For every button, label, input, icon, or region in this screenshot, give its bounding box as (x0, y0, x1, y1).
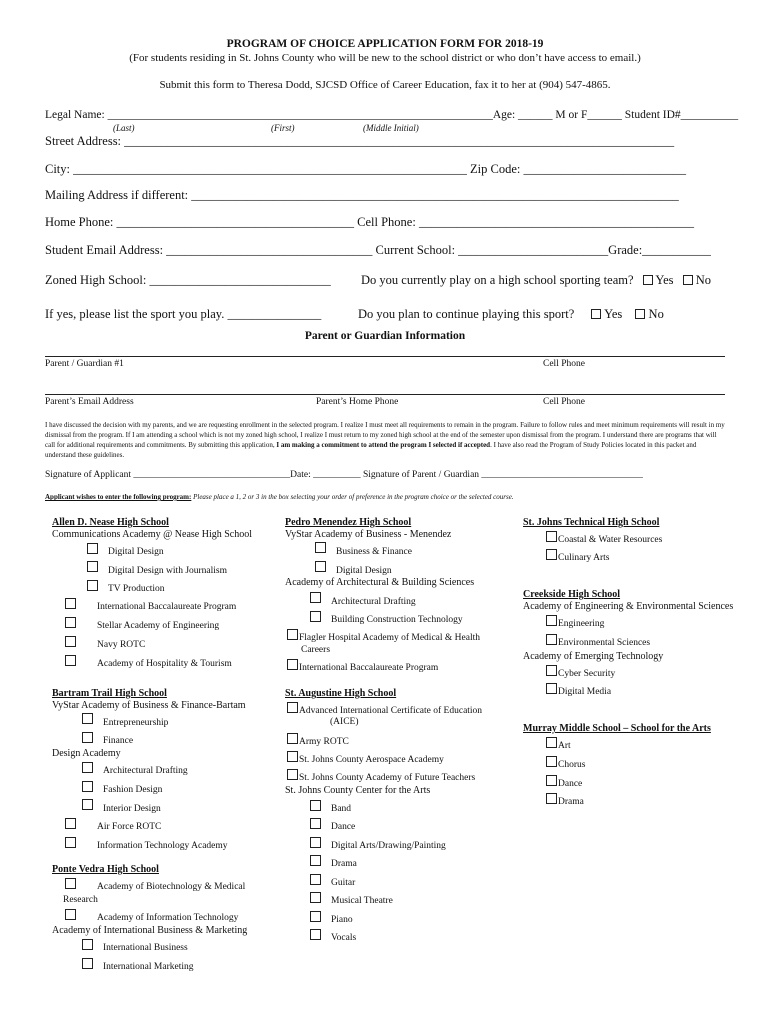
yes-label: Yes (655, 273, 674, 287)
aibm-academy: Academy of International Business & Marketing (52, 925, 248, 936)
interior-checkbox[interactable] (82, 799, 93, 810)
dap-checkbox[interactable] (310, 837, 321, 848)
school-murray: Murray Middle School – School for the Arts (523, 723, 711, 734)
tv-production-label: TV Production (108, 584, 165, 594)
infotech-checkbox[interactable] (65, 837, 76, 848)
dap-label: Digital Arts/Drawing/Painting (331, 841, 446, 851)
hospitality-label: Academy of Hospitality & Tourism (97, 659, 232, 669)
interior-label: Interior Design (103, 804, 161, 814)
dd-journalism-label: Digital Design with Journalism (108, 566, 228, 576)
tv-production-checkbox[interactable] (87, 580, 98, 591)
parent1-label: Parent / Guardian #1 (45, 359, 124, 369)
art-label: Art (558, 741, 571, 751)
digital-design-label: Digital Design (108, 547, 164, 557)
mailing-address-line[interactable]: Mailing Address if different: ______________________________________________________________________________ (45, 188, 679, 202)
airforce-label: Air Force ROTC (97, 822, 162, 832)
entrepreneurship-label: Entrepreneurship (103, 718, 169, 728)
aabs-academy: Academy of Architectural & Building Sciences (285, 577, 475, 588)
digital-design-2-checkbox[interactable] (315, 561, 326, 572)
coastal-checkbox[interactable] (546, 531, 557, 542)
parent-home-label: Parent’s Home Phone (316, 397, 399, 407)
digital-design-checkbox[interactable] (87, 543, 98, 554)
sport-list-line[interactable]: If yes, please list the sport you play. _______________ (45, 307, 322, 321)
digital-media-checkbox[interactable] (546, 683, 557, 694)
guitar-label: Guitar (331, 878, 356, 888)
city-zip-line[interactable]: City: _______________________________________________________________ Zip Code: __________________________ (45, 162, 686, 176)
band-checkbox[interactable] (310, 800, 321, 811)
stellar-label: Stellar Academy of Engineering (97, 621, 220, 631)
instruction-bold: Applicant wishes to enter the following program: (45, 493, 192, 501)
phone-line[interactable]: Home Phone: ______________________________________ Cell Phone: ____________________________________________ (45, 215, 694, 229)
intl-marketing-label: International Marketing (103, 962, 194, 972)
aet-academy: Academy of Emerging Technology (523, 651, 664, 662)
sport-no-checkbox[interactable] (683, 275, 693, 285)
zoned-school-line[interactable]: Zoned High School: _____________________________ (45, 273, 331, 287)
drama-3-label: Drama (558, 797, 584, 807)
coastal-label: Coastal & Water Resources (558, 535, 663, 545)
ib-2-checkbox[interactable] (287, 659, 298, 670)
digital-media-label: Digital Media (558, 687, 612, 697)
musical-checkbox[interactable] (310, 892, 321, 903)
arch-drafting-label: Architectural Drafting (103, 766, 188, 776)
fashion-checkbox[interactable] (82, 781, 93, 792)
parent1-line[interactable] (45, 356, 725, 357)
school-stjtech: St. Johns Technical High School (523, 517, 660, 528)
biotech-checkbox[interactable] (65, 878, 76, 889)
menendez-academy: VyStar Academy of Business - Menendez (285, 529, 452, 540)
cell1-label: Cell Phone (543, 359, 585, 369)
school-staugustine: St. Augustine High School (285, 688, 397, 699)
no-label: No (648, 307, 664, 321)
arch-2-checkbox[interactable] (310, 592, 321, 603)
intl-business-checkbox[interactable] (82, 939, 93, 950)
continue-no-checkbox[interactable] (635, 309, 645, 319)
flagler-label: Flagler Hospital Academy of Medical & Health (299, 633, 480, 643)
middle-label: (Middle Initial) (363, 123, 419, 133)
bartram-academy: VyStar Academy of Business & Finance-Bartam (52, 700, 246, 711)
sport-question-text: Do you currently play on a high school sporting team? (361, 273, 634, 287)
aice-label: Advanced International Certificate of Education (299, 706, 483, 716)
arch-2-label: Architectural Drafting (331, 597, 416, 607)
piano-checkbox[interactable] (310, 911, 321, 922)
dance-3-label: Dance (558, 779, 583, 789)
school-menendez: Pedro Menendez High School (285, 517, 412, 528)
navy-rotc-checkbox[interactable] (65, 636, 76, 647)
aice-checkbox[interactable] (287, 702, 298, 713)
bus-fin-label: Business & Finance (336, 547, 412, 557)
piano-label: Piano (331, 915, 353, 925)
ib-2-label: International Baccalaureate Program (299, 663, 439, 673)
art-checkbox[interactable] (546, 737, 557, 748)
signature-line[interactable]: Signature of Applicant _________________________________Date: __________ Signature of Parent / Guardian __________________________________ (45, 470, 643, 480)
band-label: Band (331, 804, 352, 814)
legal-name-line[interactable]: Legal Name: ___________________________________________________________________Age: ______ M or F______ Student ID#__________ (45, 109, 739, 121)
engineering-label: Engineering (558, 619, 605, 629)
agreement-body: I have discussed the decision with my parents, and we are requesting enrollment in the selected program. I realize I must meet all requirements to remain in the program. Failure to follow rules and meet minimum requirements will result in my dismissal from the program. If I am attending a school which is not my zoned high school, I realize I must return to my zoned high school at the end of the semester upon dismissal from the program. I understand there are programs that will call for additional requirements and commitments. By submitting this application, (45, 421, 725, 449)
last-label: (Last) (113, 123, 135, 133)
aice-abbr: (AICE) (330, 717, 359, 727)
engineering-checkbox[interactable] (546, 615, 557, 626)
army-rotc-checkbox[interactable] (287, 733, 298, 744)
agreement-text (45, 420, 727, 460)
chorus-checkbox[interactable] (546, 756, 557, 767)
env-sci-checkbox[interactable] (546, 634, 557, 645)
culinary-label: Culinary Arts (558, 553, 610, 563)
finance-checkbox[interactable] (82, 732, 93, 743)
env-sci-label: Environmental Sciences (558, 638, 651, 648)
entrepreneurship-checkbox[interactable] (82, 713, 93, 724)
bus-fin-checkbox[interactable] (315, 542, 326, 553)
cyber-label: Cyber Security (558, 669, 616, 679)
school-creekside: Creekside High School (523, 589, 621, 600)
continue-question-text: Do you plan to continue playing this sport? (358, 307, 575, 321)
nease-academy: Communications Academy @ Nease High School (52, 529, 253, 540)
school-bartram: Bartram Trail High School (52, 688, 167, 699)
form-title: PROGRAM OF CHOICE APPLICATION FORM FOR 2018-19 (226, 38, 544, 50)
stellar-checkbox[interactable] (65, 617, 76, 628)
bct-label: Building Construction Technology (331, 615, 463, 625)
drama-checkbox[interactable] (310, 855, 321, 866)
parent-email-label: Parent’s Email Address (45, 397, 134, 407)
teachers-label: St. Johns County Academy of Future Teachers (299, 773, 476, 783)
school-ponte-vedra: Ponte Vedra High School (52, 864, 159, 875)
ib-label: International Baccalaureate Program (97, 602, 237, 612)
culinary-checkbox[interactable] (546, 549, 557, 560)
arch-drafting-checkbox[interactable] (82, 762, 93, 773)
finance-label: Finance (103, 736, 134, 746)
agreement-commitment: I am making a commitment to attend the program I selected if accepted (276, 441, 491, 449)
design-academy: Design Academy (52, 748, 121, 759)
army-rotc-label: Army ROTC (299, 737, 349, 747)
street-address-line[interactable]: Street Address: ________________________________________________________________________________________ (45, 134, 675, 148)
parent-email-line[interactable] (45, 394, 725, 395)
teachers-checkbox[interactable] (287, 769, 298, 780)
form-subtitle: (For students residing in St. Johns County who will be new to the school district or who don’t have access to email.) (129, 52, 641, 64)
careers-label: Careers (301, 645, 331, 655)
fashion-label: Fashion Design (103, 785, 163, 795)
school-nease: Allen D. Nease High School (52, 517, 169, 528)
biotech-label: Academy of Biotechnology & Medical (97, 882, 246, 892)
yes-label: Yes (604, 307, 623, 321)
digital-design-2-label: Digital Design (336, 566, 392, 576)
dance-checkbox[interactable] (310, 818, 321, 829)
arts-center: St. Johns County Center for the Arts (285, 785, 431, 796)
cell2-label: Cell Phone (543, 397, 585, 407)
musical-label: Musical Theatre (331, 896, 393, 906)
continue-question (358, 307, 664, 322)
intl-marketing-checkbox[interactable] (82, 958, 93, 969)
aerospace-checkbox[interactable] (287, 751, 298, 762)
airforce-checkbox[interactable] (65, 818, 76, 829)
sport-question (361, 273, 711, 288)
continue-yes-checkbox[interactable] (591, 309, 601, 319)
drama-3-checkbox[interactable] (546, 793, 557, 804)
infotech-label: Information Technology Academy (97, 841, 228, 851)
flagler-checkbox[interactable] (287, 629, 298, 640)
ib-checkbox[interactable] (65, 598, 76, 609)
aerospace-label: St. Johns County Aerospace Academy (299, 755, 444, 765)
guitar-checkbox[interactable] (310, 874, 321, 885)
ait-checkbox[interactable] (65, 909, 76, 920)
ait-label: Academy of Information Technology (97, 913, 239, 923)
instruction-line (45, 493, 514, 501)
email-school-line[interactable]: Student Email Address: _________________________________ Current School: ________________________Grade:___________ (45, 243, 711, 257)
bct-checkbox[interactable] (310, 611, 321, 622)
instruction-text: Please place a 1, 2 or 3 in the box selecting your order of preference in the program choice or the selected course. (191, 493, 514, 501)
chorus-label: Chorus (558, 760, 586, 770)
aees-academy: Academy of Engineering & Environmental Sciences (523, 601, 734, 612)
guardian-heading: Parent or Guardian Information (304, 330, 466, 342)
vocals-label: Vocals (331, 933, 357, 943)
dance-label: Dance (331, 822, 356, 832)
vocals-checkbox[interactable] (310, 929, 321, 940)
intl-business-label: International Business (103, 943, 188, 953)
navy-rotc-label: Navy ROTC (97, 640, 146, 650)
research-label: Research (63, 895, 98, 905)
agreement-tail: . I have also read the Program of Study Policies located in this packet and understand these guidelines. (45, 441, 697, 459)
sport-yes-checkbox[interactable] (643, 275, 653, 285)
first-label: (First) (271, 123, 295, 133)
cyber-checkbox[interactable] (546, 665, 557, 676)
dd-journalism-checkbox[interactable] (87, 561, 98, 572)
no-label: No (695, 273, 712, 287)
drama-label: Drama (331, 859, 357, 869)
dance-3-checkbox[interactable] (546, 775, 557, 786)
submit-instructions: Submit this form to Theresa Dodd, SJCSD Office of Career Education, fax it to her at (904) 547-4865. (159, 79, 611, 91)
hospitality-checkbox[interactable] (65, 655, 76, 666)
